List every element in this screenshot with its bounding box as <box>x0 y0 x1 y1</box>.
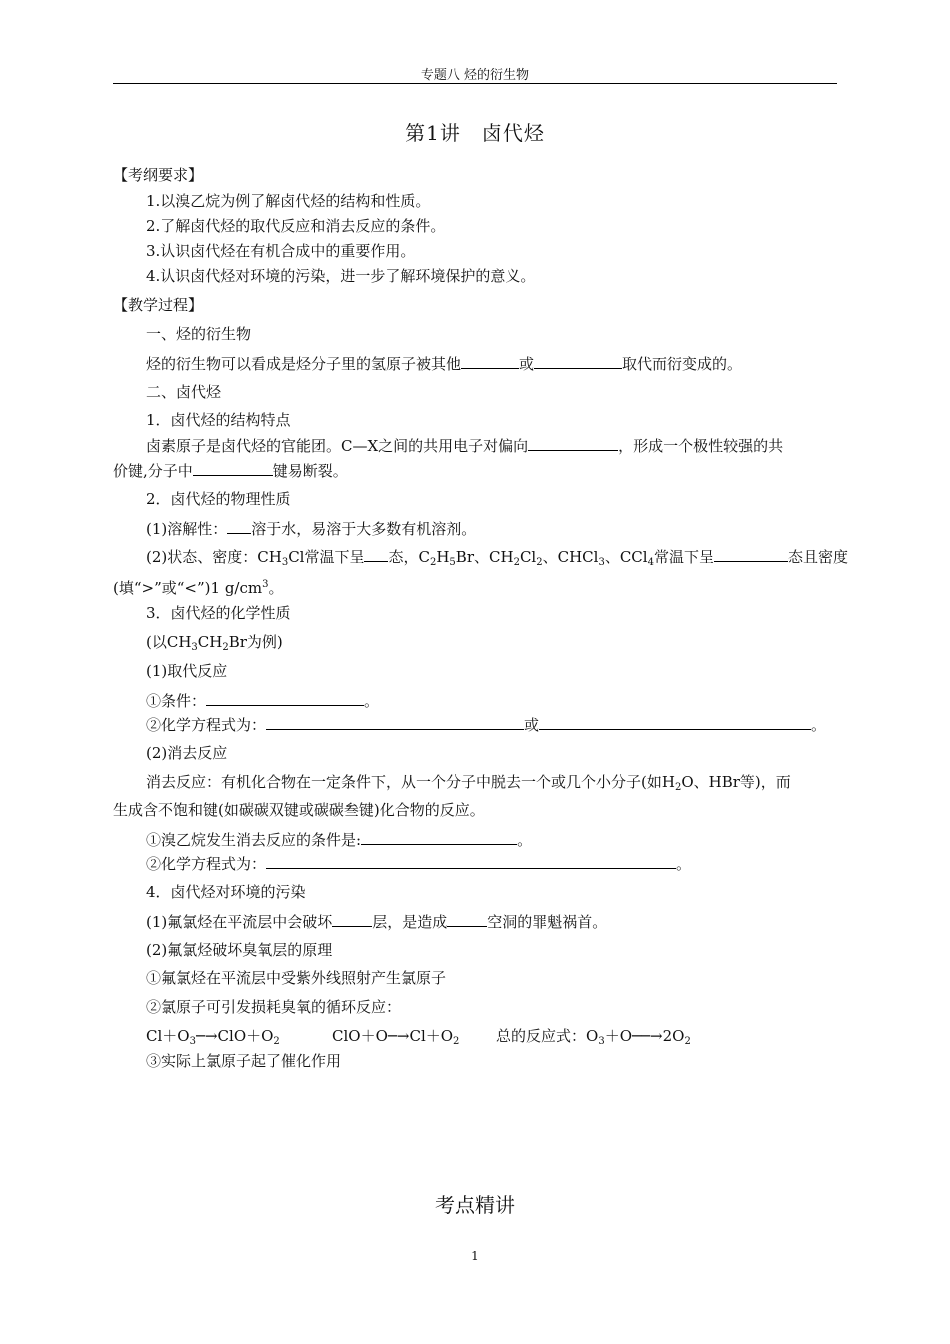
subscript: 5 <box>449 557 456 568</box>
subscript: 2 <box>684 1036 691 1047</box>
pollution-step-1: ①氟氯烃在平流层中受紫外线照射产生氯原子 <box>146 969 447 987</box>
text-segment: 态且密度 <box>787 548 848 566</box>
text-segment: 总的反应式：O <box>496 1027 599 1045</box>
sub-3-heading: 3．卤代烃的化学性质 <box>146 604 291 622</box>
text-segment: 。 <box>268 579 284 597</box>
example-line <box>146 632 283 658</box>
text-segment: ，形成一个极性较强的共 <box>618 437 784 455</box>
substitution-condition <box>146 690 379 711</box>
text-segment: 溶于水，易溶于大多数有机溶剂。 <box>251 520 477 538</box>
part-2-heading: 二、卤代烃 <box>146 383 222 401</box>
section-title: 考点精讲 <box>435 1193 515 1217</box>
reaction-eq-1 <box>146 1026 280 1052</box>
text-segment: Cl常温下呈 <box>288 548 365 566</box>
page-title: 第1讲 卤代烃 <box>405 121 545 145</box>
text-segment: (1)氟氯烃在平流层中会破坏 <box>146 913 333 931</box>
pollution-step-2: ②氯原子可引发损耗臭氧的循环反应： <box>146 998 402 1016</box>
text-segment: 。 <box>364 692 380 710</box>
solubility-line <box>146 518 476 539</box>
text-segment: (填“>”或“<”)1 g/cm <box>113 579 263 597</box>
text-segment: ClO＋O─→Cl＋O <box>332 1027 454 1045</box>
text-segment: 键易断裂。 <box>272 462 348 480</box>
text-segment: CH <box>197 633 223 651</box>
text-segment: 、CHCl <box>542 548 599 566</box>
text-segment: 、CCl <box>604 548 648 566</box>
substitution-equation <box>146 714 826 735</box>
text-segment: Cl <box>519 548 537 566</box>
subscript: 2 <box>222 642 229 653</box>
text-segment: Br为例) <box>228 633 283 651</box>
text-segment: 取代而衍变成的。 <box>622 355 743 373</box>
text-segment: ①条件： <box>146 692 207 710</box>
subscript: 2 <box>513 557 520 568</box>
text-segment: Cl＋O <box>146 1027 190 1045</box>
part-1-text <box>146 353 742 374</box>
exam-item-4: 4.认识卤代烃对环境的污染，进一步了解环境保护的意义。 <box>146 267 536 285</box>
text-segment: ─→ClO＋O <box>195 1027 274 1045</box>
reaction-eq-total <box>496 1026 691 1052</box>
text-segment: ②化学方程式为： <box>146 716 267 734</box>
subscript: 2 <box>536 557 543 568</box>
fill-blank[interactable] <box>364 546 388 562</box>
text-segment: (以CH <box>146 633 192 651</box>
text-segment: 。 <box>811 716 827 734</box>
text-segment: 。 <box>676 855 692 873</box>
text-segment: 烃的衍生物可以看成是烃分子里的氢原子被其他 <box>146 355 462 373</box>
fill-blank[interactable] <box>193 460 273 476</box>
exam-requirements-heading: 【考纲要求】 <box>113 166 204 184</box>
sub-1-text-line2 <box>113 460 348 481</box>
reaction-eq-2 <box>332 1026 459 1052</box>
sub-2-heading: 2．卤代烃的物理性质 <box>146 490 291 508</box>
text-segment: (2)状态、密度：CH <box>146 548 282 566</box>
page-number: 1 <box>471 1249 479 1263</box>
exam-item-2: 2.了解卤代烃的取代反应和消去反应的条件。 <box>146 217 446 235</box>
text-segment: Br、CH <box>455 548 514 566</box>
header-rule <box>113 83 837 84</box>
fill-blank[interactable] <box>534 353 622 369</box>
substitution-heading: (1)取代反应 <box>146 662 228 680</box>
teaching-process-heading: 【教学过程】 <box>113 296 204 314</box>
text-segment: 态，C <box>388 548 430 566</box>
state-density-line <box>146 546 848 573</box>
superscript: 3 <box>262 579 269 590</box>
subscript: 4 <box>647 557 654 568</box>
part-1-heading: 一、烃的衍生物 <box>146 325 252 343</box>
page-header: 专题八 烃的衍生物 <box>420 68 530 83</box>
fill-blank[interactable] <box>528 435 618 451</box>
pollution-step-3: ③实际上氯原子起了催化作用 <box>146 1052 342 1070</box>
text-segment: ①溴乙烷发生消去反应的条件是: <box>146 831 362 849</box>
subscript: 2 <box>674 782 682 793</box>
subscript: 3 <box>598 557 605 568</box>
text-segment: O、HBr等)，而 <box>681 773 791 791</box>
density-compare-line <box>113 575 284 598</box>
exam-item-3: 3.认识卤代烃在有机合成中的重要作用。 <box>146 242 416 260</box>
text-segment: 层，是造成 <box>372 913 448 931</box>
sub-4-heading: 4．卤代烃对环境的污染 <box>146 883 306 901</box>
elimination-condition <box>146 829 532 850</box>
text-segment: ＋O──→2O <box>604 1027 685 1045</box>
subscript: 3 <box>598 1036 605 1047</box>
fill-blank[interactable] <box>227 518 251 534</box>
pollution-line-2: (2)氟氯烃破坏臭氧层的原理 <box>146 941 333 959</box>
elimination-def-line1 <box>146 772 791 798</box>
pollution-line-1 <box>146 911 607 932</box>
text-segment: 常温下呈 <box>653 548 714 566</box>
elimination-heading: (2)消去反应 <box>146 744 228 762</box>
text-segment: 价键,分子中 <box>113 462 193 480</box>
fill-blank[interactable] <box>206 690 364 706</box>
subscript: 3 <box>191 642 198 653</box>
fill-blank[interactable] <box>539 714 811 730</box>
subscript: 3 <box>189 1036 196 1047</box>
text-segment: 卤素原子是卤代烃的官能团。C—X之间的共用电子对偏向 <box>146 437 529 455</box>
fill-blank[interactable] <box>332 911 372 927</box>
sub-1-text-line1 <box>146 435 783 456</box>
text-segment: 或 <box>519 355 535 373</box>
text-segment: 或 <box>524 716 540 734</box>
text-segment: H <box>436 548 450 566</box>
sub-1-heading: 1．卤代烃的结构特点 <box>146 411 291 429</box>
fill-blank[interactable] <box>361 829 517 845</box>
fill-blank[interactable] <box>266 714 524 730</box>
text-segment: (1)溶解性： <box>146 520 228 538</box>
text-segment: 消去反应：有机化合物在一定条件下，从一个分子中脱去一个或几个小分子(如H <box>146 773 675 791</box>
text-segment: ②化学方程式为： <box>146 855 267 873</box>
fill-blank[interactable] <box>266 853 676 869</box>
exam-item-1: 1.以溴乙烷为例了解卤代烃的结构和性质。 <box>146 192 431 210</box>
fill-blank[interactable] <box>461 353 519 369</box>
subscript: 3 <box>281 557 289 568</box>
subscript: 2 <box>429 557 437 568</box>
fill-blank[interactable] <box>447 911 487 927</box>
elimination-equation <box>146 853 691 874</box>
fill-blank[interactable] <box>714 546 788 562</box>
subscript: 2 <box>453 1036 460 1047</box>
text-segment: 。 <box>517 831 533 849</box>
text-segment: 空洞的罪魁祸首。 <box>487 913 608 931</box>
subscript: 2 <box>273 1036 280 1047</box>
elimination-def-line2: 生成含不饱和键(如碳碳双键或碳碳叁键)化合物的反应。 <box>113 801 485 819</box>
